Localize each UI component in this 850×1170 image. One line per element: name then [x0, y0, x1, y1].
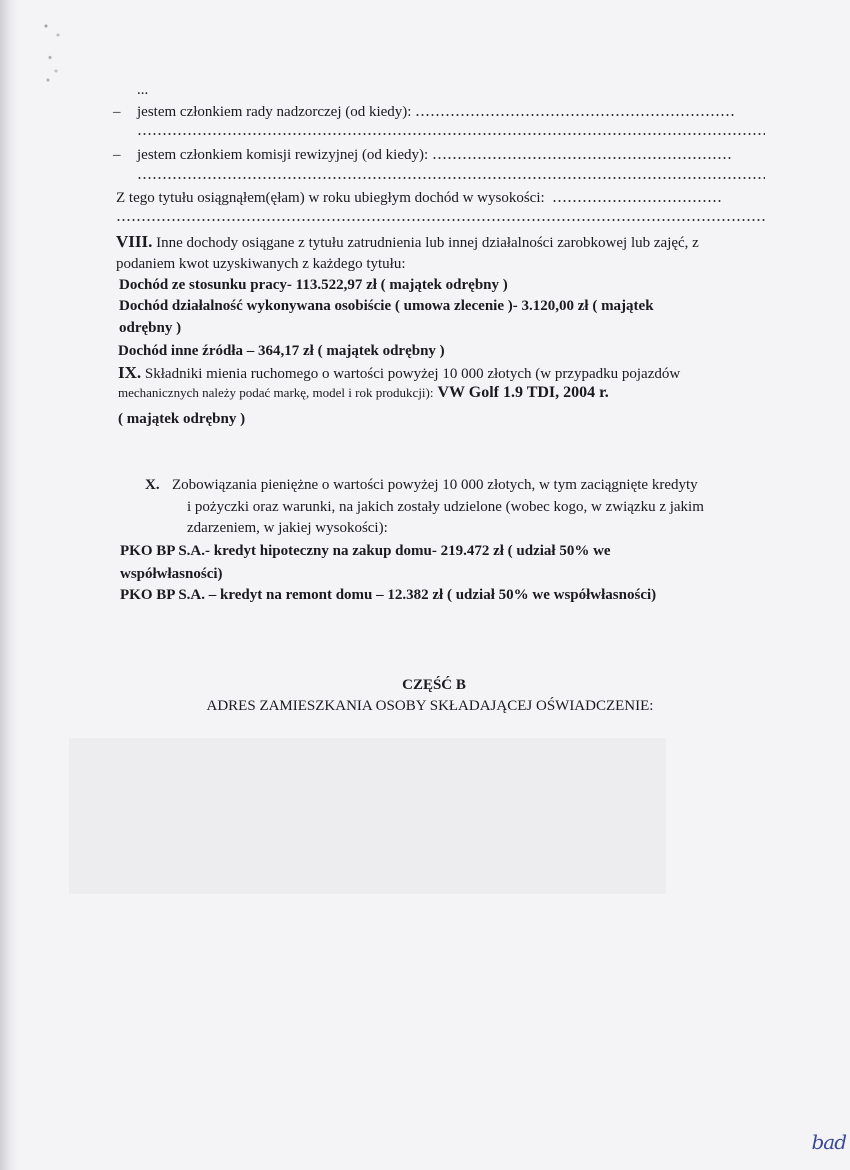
vehicle-value: VW Golf 1.9 TDI, 2004 r.: [437, 384, 609, 401]
income-personal-activity: Dochód działalność wykonywana osobiście ( umowa zlecenie )- 3.120,00 zł ( majątek: [119, 298, 654, 314]
redacted-address-area: [69, 738, 666, 894]
dash-bullet: –: [113, 104, 121, 120]
section-10-number-label: X.: [145, 477, 160, 493]
income-employment: Dochód ze stosunku pracy- 113.522,97 zł ( majątek odrębny ): [119, 277, 508, 293]
section-10-text: Zobowiązania pieniężne o wartości powyżej 10 000 złotych, w tym zaciągnięte kredyty: [172, 477, 698, 493]
scan-artifact: [34, 8, 74, 98]
part-b-title: CZĘŚĆ B: [402, 677, 466, 693]
section-8-number: VIII.: [116, 232, 153, 251]
section-8-text: Inne dochody osiągane z tytułu zatrudnienia lub innej działalności zarobkowej lub zajęć, z: [156, 235, 699, 251]
loan-mortgage-cont: współwłasności): [120, 566, 223, 582]
fill-dots: [552, 200, 722, 202]
item-supervisory-board: [137, 104, 735, 121]
section-10-number: [145, 477, 160, 494]
item-audit-committee-label: jestem członkiem komisji rewizyjnej (od kiedy):: [137, 147, 429, 163]
item-audit-committee: [137, 147, 732, 164]
section-10-text-cont: i pożyczki oraz warunki, na jakich zostały udzielone (wobec kogo, w związku z jakim: [187, 499, 704, 515]
income-from-title-label: Z tego tytułu osiągnąłem(ęłam) w roku ubiegłym dochód w wysokości:: [116, 190, 545, 206]
section-9-text-small: mechanicznych należy podać markę, model i rok produkcji):: [118, 385, 434, 400]
fill-dots: [432, 157, 732, 159]
fill-dots: [116, 219, 766, 221]
vehicle-ownership: ( majątek odrębny ): [118, 411, 246, 427]
income-personal-activity-cont: odrębny ): [119, 320, 182, 336]
scan-page-edge: [0, 0, 18, 1170]
part-b-subtitle: ADRES ZAMIESZKANIA OSOBY SKŁADAJĄCEJ OŚWIADCZENIE:: [206, 698, 654, 714]
section-8-text-cont: podaniem kwot uzyskiwanych z każdego tytułu:: [116, 256, 406, 272]
fill-dots: [137, 177, 765, 179]
loan-renovation: PKO BP S.A. – kredyt na remont domu – 12.382 zł ( udział 50% we współwłasności): [120, 587, 657, 603]
income-other-sources: Dochód inne źródła – 364,17 zł ( majątek odrębny ): [118, 343, 445, 359]
section-9-number: IX.: [118, 363, 142, 382]
section-9-text: Składniki mienia ruchomego o wartości powyżej 10 000 złotych (w przypadku pojazdów: [144, 366, 681, 382]
dash-bullet: –: [113, 147, 121, 163]
fill-dots: [137, 133, 765, 135]
loan-mortgage: PKO BP S.A.- kredyt hipoteczny na zakup domu- 219.472 zł ( udział 50% we: [120, 543, 611, 559]
section-9-text-cont: [118, 384, 609, 402]
item-supervisory-board-label: jestem członkiem rady nadzorczej (od kiedy):: [137, 104, 412, 120]
fill-dots: [415, 114, 735, 116]
handwritten-signature: bad: [811, 1130, 846, 1154]
section-8-heading: [116, 232, 699, 252]
income-from-title: [116, 190, 722, 207]
ellipsis: ...: [137, 82, 149, 98]
section-9-heading: [118, 363, 680, 383]
section-10-text-cont: zdarzeniem, w jakiej wysokości):: [187, 520, 388, 536]
